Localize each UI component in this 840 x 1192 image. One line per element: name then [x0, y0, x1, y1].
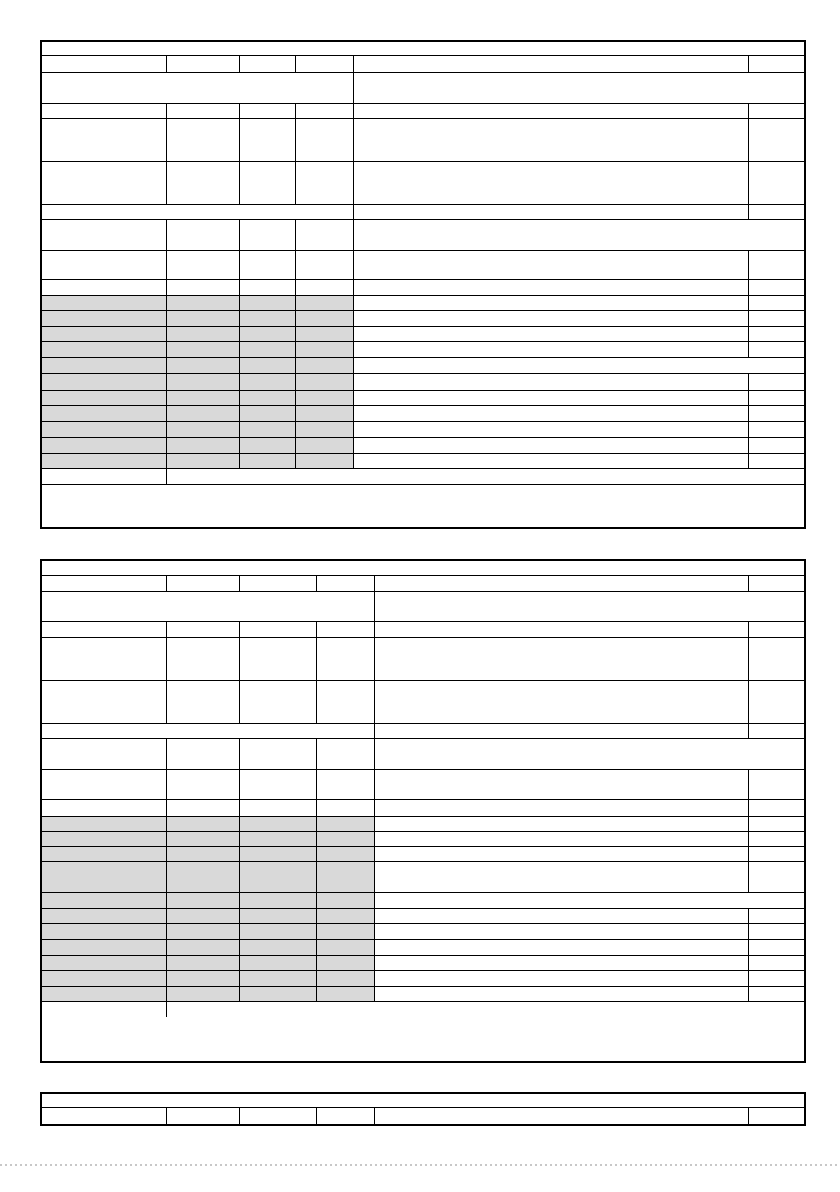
rule: [42, 295, 804, 296]
rule: [42, 484, 804, 485]
rule: [42, 326, 804, 327]
rule: [42, 405, 804, 406]
rule: [42, 310, 804, 311]
rule: [42, 373, 804, 374]
rule: [42, 204, 804, 205]
form-title: [46, 43, 796, 55]
rule: [42, 219, 804, 220]
rule: [42, 55, 804, 56]
form-notes: [46, 488, 796, 524]
rule: [42, 468, 804, 469]
form-title: [46, 562, 796, 574]
rule: [42, 118, 804, 119]
rule: [42, 72, 804, 73]
rule: [42, 250, 804, 251]
rule: [42, 390, 804, 391]
rule: [42, 421, 804, 422]
form-title: [46, 1095, 796, 1107]
form-3: [40, 1092, 806, 1126]
cut-line: [0, 1164, 840, 1166]
rule: [42, 437, 804, 438]
rule: [42, 279, 804, 280]
form-2: [40, 559, 806, 1063]
rule: [42, 341, 804, 342]
rule: [42, 453, 804, 454]
rule: [42, 357, 804, 358]
rule: [42, 103, 804, 104]
form-1: [40, 40, 806, 529]
shaded-rows-a: [42, 296, 353, 468]
rule: [42, 161, 804, 162]
form-notes: [46, 1021, 796, 1057]
